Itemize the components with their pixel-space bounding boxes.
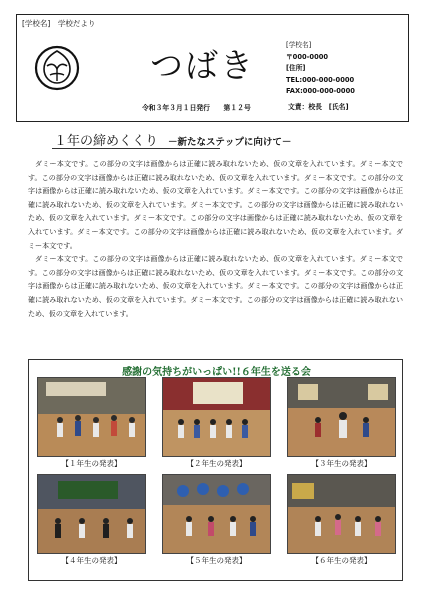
contact-block — [286, 40, 406, 98]
photo-caption-grade6: 【６年生の発表】 — [311, 556, 372, 565]
article-title-main: １年の締めくくり — [54, 134, 159, 149]
phone-number: TEL:000-000-0000 — [286, 75, 355, 84]
editor-credit: 文責：校長 [氏名] — [288, 103, 349, 111]
photo-grade5 — [162, 474, 271, 554]
article-paragraph: ダミー本文です。この部分の文字は画像からは正確に読み取れないため、仮の文章を入れています。ダミー本文です。この部分の文字は画像からは正確に読み取れないため、仮の文章を入れています。ダミー本文です。この部分の文字は画像からは正確に読み取れないため、仮の文章を入れています。ダミー本文です。この部分の文字は画像からは正確に読み取れないため、仮の文章を入れています。ダミー本文です。この部分の文字は画像からは正確に読み取れないため、仮の文章を入れています。 — [28, 254, 403, 318]
photo-caption-grade1: 【１年生の発表】 — [61, 459, 122, 468]
article-paragraph: ダミー本文です。この部分の文字は画像からは正確に読み取れないため、仮の文章を入れています。ダミー本文です。この部分の文字は画像からは正確に読み取れないため、仮の文章を入れています。ダミー本文です。この部分の文字は画像からは正確に読み取れないため、仮の文章を入れています。ダミー本文です。この部分の文字は画像からは正確に読み取れないため、仮の文章を入れています。ダミー本文です。この部分の文字は画像からは正確に読み取れないため、仮の文章を入れています。ダミー本文です。この部分の文字は画像からは正確に読み取れないため、仮の文章を入れています。ダミー本文です。この部分の文字は画像からは正確に読み取れないため、仮の文章を入れています。ダミー本文です。 — [28, 159, 403, 250]
photo-grade4 — [37, 474, 146, 554]
sender-name: [学校名] — [286, 41, 312, 49]
article-body — [28, 157, 403, 320]
fax-number: FAX:000-000-0000 — [286, 87, 355, 95]
postal-code: 〒000-0000 — [286, 52, 329, 61]
photo-grade1 — [37, 377, 146, 457]
photo-section-heading: 感謝の気持ちがいっぱい!!６年生を送る会 — [122, 367, 311, 378]
address: [住所] — [286, 64, 306, 72]
title-underline — [52, 148, 220, 149]
photo-caption-grade5: 【５年生の発表】 — [186, 556, 247, 565]
article-subtitle: －新たなステップに向けて－ — [168, 137, 292, 148]
newsletter-title: つばき — [150, 46, 255, 85]
photo-grade6 — [287, 474, 396, 554]
photo-caption-grade3: 【３年生の発表】 — [311, 459, 372, 468]
school-label: [学校名] 学校だより — [22, 19, 96, 28]
photo-section — [28, 359, 403, 581]
photo-caption-grade4: 【４年生の発表】 — [61, 556, 122, 565]
article-title — [54, 130, 291, 149]
photo-caption-grade2: 【２年生の発表】 — [186, 459, 247, 468]
photo-grade2 — [162, 377, 271, 457]
issue-info: 令和３年３月１日発行 第１２号 — [142, 104, 251, 112]
school-emblem-icon — [34, 45, 80, 91]
photo-grade3 — [287, 377, 396, 457]
